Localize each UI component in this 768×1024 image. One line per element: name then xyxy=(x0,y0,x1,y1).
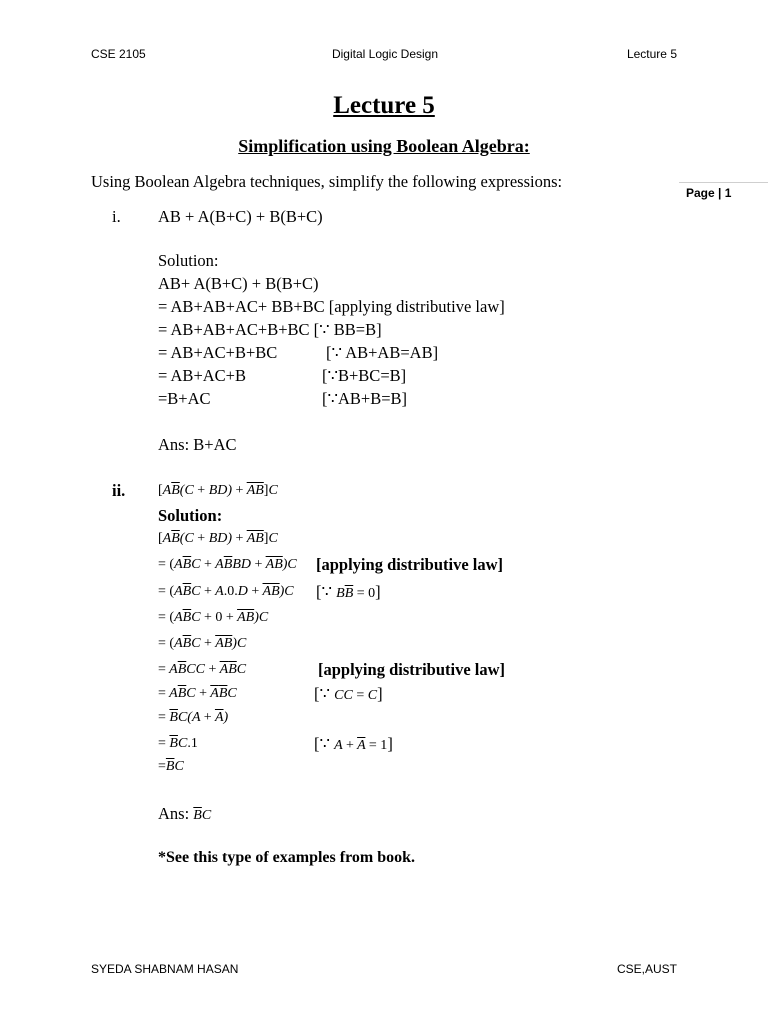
problem-2-step-8-reason: [∵ $A + \overline{A} = 1$] xyxy=(314,734,393,753)
problem-2-step-9: $=\overline{B}C$ xyxy=(158,759,184,774)
problem-1-expression: AB + A(B+C) + B(B+C) xyxy=(158,207,323,226)
header-course-title-text: Digital Logic Design xyxy=(331,47,439,61)
page-number: Page | 1 xyxy=(679,182,768,200)
intro-text: Using Boolean Algebra techniques, simplify the following expressions: xyxy=(91,172,563,191)
problem-2-step-2-reason: [∵ $B\overline{B} = 0$] xyxy=(316,582,381,601)
answer-expression: $\overline{B}C$ xyxy=(193,808,212,823)
header-course-code: CSE 2105 xyxy=(91,47,146,61)
problem-2-step-5: = $A\overline{B}CC + \overline{A}\overline{B}C$ xyxy=(158,662,247,677)
problem-1-answer: Ans: B+AC xyxy=(158,435,237,454)
step-reason: [applying distributive law] xyxy=(328,297,505,316)
problem-1-number: i. xyxy=(112,207,121,226)
footer-institution: CSE,AUST xyxy=(616,962,677,976)
problem-2-step-0: $[A\overline{B}(C + BD) + \overline{AB}]C$ xyxy=(158,531,278,546)
problem-1-step-5-expr: =B+AC xyxy=(158,389,211,408)
problem-2-step-6-reason: [∵ CC = C] xyxy=(314,684,383,703)
problem-1-step-5-reason: [∵AB+B=B] xyxy=(322,389,408,408)
problem-2-step-5-reason: [applying distributive law] xyxy=(318,660,506,679)
problem-1-step-1 xyxy=(158,297,505,317)
step-reason: [∵ BB=B] xyxy=(313,320,382,339)
book-reference-note: *See this type of examples from book. xyxy=(158,849,416,866)
step-expr: = AB+AB+AC+B+BC xyxy=(158,320,310,339)
problem-2-number: ii. xyxy=(112,481,126,500)
problem-2-step-4: = $(A\overline{B}C + \overline{AB})C$ xyxy=(158,636,247,651)
problem-1-step-2 xyxy=(158,320,382,340)
page-title: Lecture 5 xyxy=(333,92,435,119)
section-subtitle: Simplification using Boolean Algebra: xyxy=(238,136,530,156)
problem-2-expression: $[A\overline{B}(C + BD) + \overline{AB}]C$ xyxy=(158,483,278,498)
answer-label: Ans: xyxy=(158,804,190,823)
problem-2-step-2: = $(A\overline{B}C + A.0.D + \overline{AB})C$ xyxy=(158,584,294,599)
problem-1-step-3-expr: = AB+AC+B+BC xyxy=(158,343,278,362)
problem-1-step-4-expr: = AB+AC+B xyxy=(158,366,246,385)
step-expr: = AB+AB+AC+ BB+BC xyxy=(158,297,325,316)
problem-1-step-3-reason: [∵ AB+AB=AB] xyxy=(326,343,439,362)
problem-2-step-1-reason: [applying distributive law] xyxy=(316,555,504,574)
problem-1-step-4-reason: [∵B+BC=B] xyxy=(322,366,407,385)
problem-1-solution-label: Solution: xyxy=(158,251,219,270)
problem-1-step-0: AB+ A(B+C) + B(B+C) xyxy=(158,274,319,293)
problem-2-step-8: = $\overline{B}C.1$ xyxy=(158,736,198,751)
problem-2-step-1: = $(A\overline{B}C + A\overline{B}BD + \overline{AB})C$ xyxy=(158,557,297,572)
problem-2-step-7: = $\overline{B}C(A + \overline{A})$ xyxy=(158,710,229,725)
footer-author: SYEDA SHABNAM HASAN xyxy=(91,962,239,976)
header-lecture: Lecture 5 xyxy=(626,47,677,61)
problem-2-solution-label: Solution: xyxy=(158,506,223,525)
problem-2-answer xyxy=(158,804,211,824)
problem-2-step-6: = $A\overline{B}C + \overline{A}\overline{B}C$ xyxy=(158,686,237,701)
problem-2-step-3: = $(A\overline{B}C + 0 + \overline{AB})C$ xyxy=(158,610,269,625)
